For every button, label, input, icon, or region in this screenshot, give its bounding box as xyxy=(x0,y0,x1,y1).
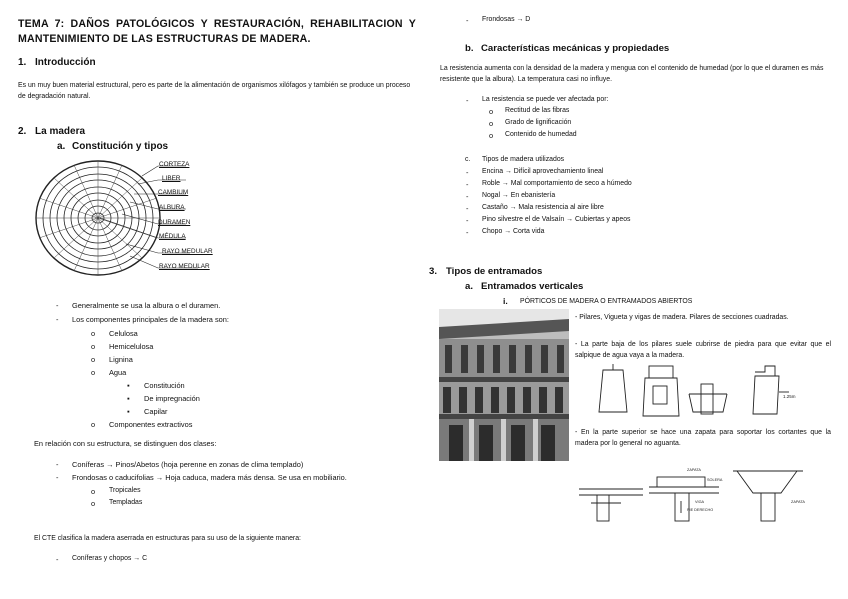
list-item: Componentes extractivos xyxy=(109,420,193,429)
dash-marker: - xyxy=(466,228,469,237)
circle-marker: o xyxy=(489,131,494,140)
square-marker: ▪ xyxy=(127,394,130,403)
section-2b-number: b. xyxy=(465,43,474,54)
document-title: TEMA 7: DAÑOS PATOLÓGICOS Y RESTAURACIÓN, REHABILITACION Y MANTENIMIENTO DE LAS ESTRUCTURAS DE MADERA. xyxy=(18,18,416,45)
dash-marker: - xyxy=(466,16,469,25)
list-item: Lignina xyxy=(109,355,133,364)
trunk-cross-section-diagram xyxy=(30,158,230,280)
trunk-label-rayo-medular-2: RAYO MEDULAR xyxy=(159,263,210,270)
section-3ai-title: PÓRTICOS DE MADERA O ENTRAMADOS ABIERTOS xyxy=(520,298,693,305)
svg-text:1.25m: 1.25m xyxy=(783,394,796,399)
trunk-label-duramen: DURAMEN xyxy=(158,219,191,226)
svg-text:ZAPATA: ZAPATA xyxy=(791,500,805,504)
dash-marker: - xyxy=(466,168,469,177)
section-2-title: La madera xyxy=(35,126,86,137)
list-item: Roble → Mal comportamiento de seco a húmedo xyxy=(482,180,632,187)
subsection-c-title: Tipos de madera utilizados xyxy=(482,156,565,163)
zapata-sketches xyxy=(577,463,825,525)
section-1-title: Introducción xyxy=(35,57,96,68)
list-item: Castaño → Mala resistencia al aire libre xyxy=(482,204,604,211)
trunk-label-medula: MÉDULA xyxy=(159,233,186,240)
list-item: Hemicelulosa xyxy=(109,342,154,351)
section-2-number: 2. xyxy=(18,126,27,137)
list-item: Coníferas → Pinos/Abetos (hoja perenne en zonas de clima templado) xyxy=(72,460,304,469)
dash-marker: - xyxy=(466,192,469,201)
trunk-label-corteza: CORTEZA xyxy=(159,161,190,168)
circle-marker: o xyxy=(91,355,96,364)
circle-marker: o xyxy=(91,329,96,338)
circle-marker: o xyxy=(489,107,494,116)
trunk-label-liber: LIBER xyxy=(162,175,181,182)
square-marker: ▪ xyxy=(127,381,130,390)
list-item: De impregnación xyxy=(144,394,200,403)
section-2a-number: a. xyxy=(57,141,66,152)
trunk-label-cambium: CAMBIUM xyxy=(158,189,189,196)
pillar-base-sketches xyxy=(593,362,817,420)
dash-marker: - xyxy=(56,301,59,310)
list-item: Constitución xyxy=(144,381,185,390)
section-3a-title: Entramados verticales xyxy=(481,281,584,292)
section-3ai-number: i. xyxy=(503,296,508,306)
circle-marker: o xyxy=(91,499,96,508)
square-marker: ▪ xyxy=(127,407,130,416)
svg-text:SOLERA: SOLERA xyxy=(707,478,723,482)
list-item: Frondosas o caducifolias → Hoja caduca, madera más densa. Se usa en mobiliario. xyxy=(72,473,347,482)
dash-marker: - xyxy=(56,555,59,564)
dash-marker: - xyxy=(466,96,469,105)
list-item: Nogal → En ebanistería xyxy=(482,192,556,199)
list-item: Frondosas → D xyxy=(482,16,531,23)
section-2a-title: Constitución y tipos xyxy=(72,141,169,152)
structure-intro: En relación con su estructura, se distinguen dos clases: xyxy=(34,439,217,448)
section-3-title: Tipos de entramados xyxy=(446,266,543,277)
circle-marker: o xyxy=(91,342,96,351)
dash-marker: - xyxy=(466,216,469,225)
dash-marker: - xyxy=(56,460,59,469)
list-item: Rectitud de las fibras xyxy=(505,107,570,114)
cte-paragraph: El CTE clasifica la madera aserrada en estructuras para su uso de la siguiente manera: xyxy=(34,535,301,542)
section-3-number: 3. xyxy=(429,266,438,277)
portico-paragraph-1: - Pilares, Vigueta y vigas de madera. Pilares de secciones cuadradas. xyxy=(575,314,789,321)
list-item: Pino silvestre el de Valsaín → Cubiertas y apeos xyxy=(482,216,631,223)
list-item: Generalmente se usa la albura o el duramen. xyxy=(72,301,221,310)
trunk-label-rayo-medular-1: RAYO MEDULAR xyxy=(162,248,213,255)
mechanics-paragraph: La resistencia aumenta con la densidad de la madera y mengua con el contenido de humedad (por lo que el duramen es más resistente que la albura). La temperatura casi no influye. xyxy=(440,65,824,83)
circle-marker: o xyxy=(91,368,96,377)
circle-marker: o xyxy=(489,119,494,128)
list-item: La resistencia se puede ver afectada por: xyxy=(482,96,609,103)
circle-marker: o xyxy=(91,420,96,429)
list-item: Agua xyxy=(109,368,127,377)
svg-text:PIE DERECHO: PIE DERECHO xyxy=(687,508,714,512)
section-1-number: 1. xyxy=(18,57,27,68)
trunk-label-albura: ALBURA xyxy=(159,204,185,211)
dash-marker: - xyxy=(56,473,59,482)
list-item: Tropicales xyxy=(109,487,141,494)
section-2b-title: Características mecánicas y propiedades xyxy=(481,43,670,54)
section-3a-number: a. xyxy=(465,281,474,292)
portico-paragraph-3: - En la parte superior se hace una zapata para soportar los cortantes que la madera por lo general no aguanta. xyxy=(575,429,831,447)
list-item: Grado de lignificación xyxy=(505,119,572,126)
list-item: Encina → Difícil aprovechamiento lineal xyxy=(482,168,604,175)
list-item: Chopo → Corta vida xyxy=(482,228,545,235)
dash-marker: - xyxy=(466,204,469,213)
list-item: Contenido de humedad xyxy=(505,131,577,138)
list-item: Templadas xyxy=(109,499,143,506)
list-item: Celulosa xyxy=(109,329,138,338)
portico-paragraph-2: - La parte baja de los pilares suele cubrirse de piedra para que evitar que el salpique de agua vaya a la madera. xyxy=(575,341,831,359)
dash-marker: - xyxy=(56,315,59,324)
list-item: Capilar xyxy=(144,407,168,416)
list-item: Coníferas y chopos → C xyxy=(72,555,148,562)
circle-marker: o xyxy=(91,487,96,496)
svg-text:ZAPATA: ZAPATA xyxy=(687,468,701,472)
svg-text:VIGA: VIGA xyxy=(695,500,705,504)
timber-portico-photo xyxy=(439,309,569,461)
list-item: Los componentes principales de la madera son: xyxy=(72,315,229,324)
intro-paragraph: Es un muy buen material estructural, pero es parte de la alimentación de organismos xilófagos y también se produce un proceso de degradación natural. xyxy=(18,82,411,100)
subsection-c-number: c. xyxy=(465,156,471,163)
dash-marker: - xyxy=(466,180,469,189)
